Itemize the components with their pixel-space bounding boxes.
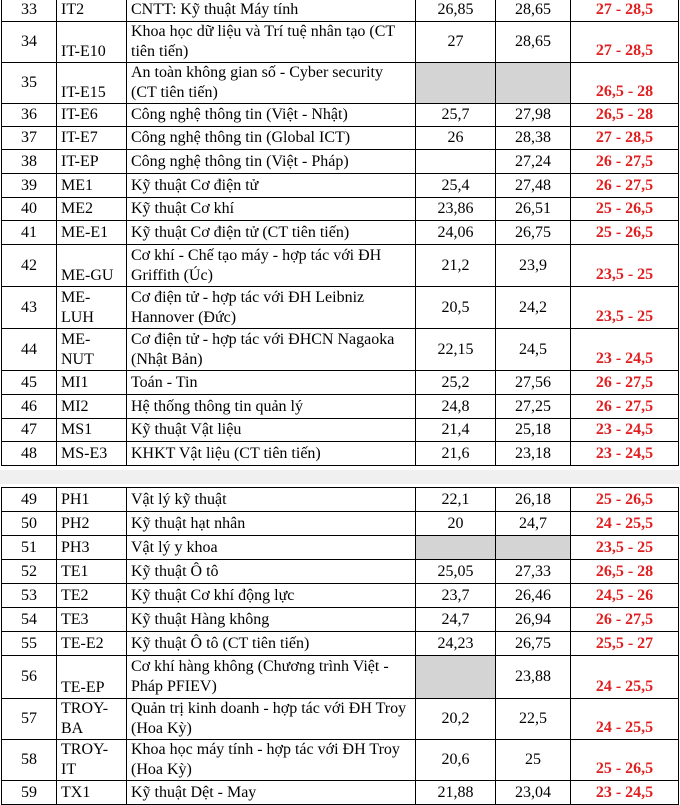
score-2: 23,9	[496, 245, 571, 287]
table-row	[2, 198, 679, 221]
score-range: 26,5 - 28	[571, 63, 679, 104]
program-name: Kỹ thuật Vật liệu	[127, 419, 416, 442]
table-row	[2, 287, 679, 329]
row-number: 54	[2, 608, 57, 632]
table-row	[2, 419, 679, 442]
program-code: MI2	[57, 395, 127, 419]
page-gap	[0, 470, 680, 484]
program-code: TROY-BA	[57, 699, 127, 740]
row-number: 44	[2, 329, 57, 371]
program-name: An toàn không gian số - Cyber security (CT tiên tiến)	[127, 63, 416, 104]
row-number: 35	[2, 63, 57, 104]
score-range: 23 - 24,5	[571, 329, 679, 371]
program-name: Kỹ thuật Cơ khí	[127, 198, 416, 221]
program-code: ME-GU	[57, 245, 127, 287]
score-2: 26,51	[496, 198, 571, 221]
table-row	[2, 699, 679, 740]
score-1: 25,2	[416, 371, 496, 395]
program-name: Kỹ thuật Ô tô	[127, 560, 416, 584]
score-2: 27,24	[496, 150, 571, 174]
program-name: Kỹ thuật hạt nhân	[127, 512, 416, 536]
score-range: 25 - 26,5	[571, 488, 679, 512]
score-2: 28,38	[496, 127, 571, 150]
score-2: 25	[496, 740, 571, 781]
program-code: ME1	[57, 174, 127, 198]
program-code: PH3	[57, 536, 127, 560]
score-2: 28,65	[496, 0, 571, 22]
program-name: CNTT: Kỹ thuật Máy tính	[127, 0, 416, 22]
score-1: 23,7	[416, 584, 496, 608]
table-row	[2, 0, 679, 22]
program-code: TE-EP	[57, 656, 127, 699]
program-code: ME-LUH	[57, 287, 127, 329]
score-2: 24,2	[496, 287, 571, 329]
program-code: ME-E1	[57, 221, 127, 245]
program-code: MI1	[57, 371, 127, 395]
program-name: Kỹ thuật Cơ điện tử	[127, 174, 416, 198]
score-2: 28,65	[496, 22, 571, 63]
program-code: ME-NUT	[57, 329, 127, 371]
score-2: 22,5	[496, 699, 571, 740]
program-name: Kỹ thuật Cơ khí động lực	[127, 584, 416, 608]
score-range: 25 - 26,5	[571, 221, 679, 245]
program-name: Vật lý kỹ thuật	[127, 488, 416, 512]
program-name: Cơ khí - Chế tạo máy - hợp tác với ĐH Griffith (Úc)	[127, 245, 416, 287]
admission-table-part-1	[1, 0, 679, 466]
table-row	[2, 150, 679, 174]
program-name: Kỹ thuật Dệt - May	[127, 781, 416, 805]
score-1: 25,4	[416, 174, 496, 198]
table-row	[2, 740, 679, 781]
score-1	[416, 150, 496, 174]
table-row	[2, 560, 679, 584]
row-number: 33	[2, 0, 57, 22]
table-row	[2, 174, 679, 198]
table-row	[2, 442, 679, 466]
score-range: 23,5 - 25	[571, 536, 679, 560]
program-code: IT-E15	[57, 63, 127, 104]
program-name: Cơ điện tử - hợp tác với ĐHCN Nagaoka (Nhật Bản)	[127, 329, 416, 371]
score-range: 24 - 25,5	[571, 699, 679, 740]
score-1: 24,23	[416, 632, 496, 656]
row-number: 53	[2, 584, 57, 608]
program-name: Công nghệ thông tin (Global ICT)	[127, 127, 416, 150]
table-row	[2, 221, 679, 245]
program-code: TE1	[57, 560, 127, 584]
row-number: 42	[2, 245, 57, 287]
score-range: 26 - 27,5	[571, 174, 679, 198]
program-code: MS1	[57, 419, 127, 442]
score-2: 26,18	[496, 488, 571, 512]
program-name: Cơ điện tử - hợp tác với ĐH Leibniz Hannover (Đức)	[127, 287, 416, 329]
table-row	[2, 608, 679, 632]
score-range: 26 - 27,5	[571, 150, 679, 174]
row-number: 43	[2, 287, 57, 329]
score-1	[416, 536, 496, 560]
score-2	[496, 63, 571, 104]
row-number: 52	[2, 560, 57, 584]
table-row	[2, 127, 679, 150]
table-row	[2, 63, 679, 104]
program-code: IT-EP	[57, 150, 127, 174]
score-range: 26 - 27,5	[571, 608, 679, 632]
table-row	[2, 245, 679, 287]
program-code: TE2	[57, 584, 127, 608]
table-row	[2, 22, 679, 63]
score-1: 21,4	[416, 419, 496, 442]
program-name: Vật lý y khoa	[127, 536, 416, 560]
program-code: TROY-IT	[57, 740, 127, 781]
score-2: 27,33	[496, 560, 571, 584]
table-body-part-2	[2, 488, 679, 805]
score-2	[496, 536, 571, 560]
score-2: 23,88	[496, 656, 571, 699]
score-1: 26	[416, 127, 496, 150]
score-1: 24,8	[416, 395, 496, 419]
score-1: 25,05	[416, 560, 496, 584]
score-1: 24,7	[416, 608, 496, 632]
admission-table-part-2	[1, 487, 679, 805]
score-range: 26,5 - 28	[571, 560, 679, 584]
score-1: 21,6	[416, 442, 496, 466]
program-name: Hệ thống thông tin quản lý	[127, 395, 416, 419]
program-code: TE-E2	[57, 632, 127, 656]
score-1: 23,86	[416, 198, 496, 221]
table-row	[2, 104, 679, 127]
row-number: 36	[2, 104, 57, 127]
table-row	[2, 488, 679, 512]
row-number: 50	[2, 512, 57, 536]
score-range: 25 - 26,5	[571, 198, 679, 221]
score-2: 26,75	[496, 221, 571, 245]
program-name: Khoa học máy tính - hợp tác với ĐH Troy (Hoa Kỳ)	[127, 740, 416, 781]
program-name: Toán - Tin	[127, 371, 416, 395]
score-2: 26,46	[496, 584, 571, 608]
score-2: 27,48	[496, 174, 571, 198]
score-1: 22,1	[416, 488, 496, 512]
score-2: 24,7	[496, 512, 571, 536]
score-1: 26,85	[416, 0, 496, 22]
score-1: 20,2	[416, 699, 496, 740]
score-range: 24,5 - 26	[571, 584, 679, 608]
score-1: 20,5	[416, 287, 496, 329]
program-name: Kỹ thuật Ô tô (CT tiên tiến)	[127, 632, 416, 656]
row-number: 57	[2, 699, 57, 740]
table-row	[2, 584, 679, 608]
table-row	[2, 329, 679, 371]
program-code: MS-E3	[57, 442, 127, 466]
score-range: 27 - 28,5	[571, 22, 679, 63]
score-range: 26,5 - 28	[571, 104, 679, 127]
score-1: 24,06	[416, 221, 496, 245]
score-2: 27,98	[496, 104, 571, 127]
score-range: 23 - 24,5	[571, 419, 679, 442]
score-2: 26,75	[496, 632, 571, 656]
score-2: 23,04	[496, 781, 571, 805]
row-number: 40	[2, 198, 57, 221]
program-name: Quản trị kinh doanh - hợp tác với ĐH Troy (Hoa Kỳ)	[127, 699, 416, 740]
score-range: 27 - 28,5	[571, 127, 679, 150]
score-range: 23 - 24,5	[571, 781, 679, 805]
score-2: 23,18	[496, 442, 571, 466]
score-range: 24 - 25,5	[571, 656, 679, 699]
score-range: 23,5 - 25	[571, 287, 679, 329]
row-number: 56	[2, 656, 57, 699]
score-range: 24 - 25,5	[571, 512, 679, 536]
row-number: 37	[2, 127, 57, 150]
table-row	[2, 371, 679, 395]
score-range: 26 - 27,5	[571, 395, 679, 419]
program-name: Kỹ thuật Hàng không	[127, 608, 416, 632]
program-code: TE3	[57, 608, 127, 632]
row-number: 58	[2, 740, 57, 781]
program-code: IT-E7	[57, 127, 127, 150]
table-body-part-1	[2, 0, 679, 466]
score-2: 26,94	[496, 608, 571, 632]
score-1: 25,7	[416, 104, 496, 127]
row-number: 34	[2, 22, 57, 63]
program-code: TX1	[57, 781, 127, 805]
score-range: 26 - 27,5	[571, 371, 679, 395]
row-number: 48	[2, 442, 57, 466]
program-name: KHKT Vật liệu (CT tiên tiến)	[127, 442, 416, 466]
score-1	[416, 656, 496, 699]
row-number: 59	[2, 781, 57, 805]
score-1	[416, 63, 496, 104]
program-code: PH2	[57, 512, 127, 536]
table-row	[2, 536, 679, 560]
score-1: 21,2	[416, 245, 496, 287]
program-name: Kỹ thuật Cơ điện tử (CT tiên tiến)	[127, 221, 416, 245]
score-1: 21,88	[416, 781, 496, 805]
program-code: ME2	[57, 198, 127, 221]
row-number: 55	[2, 632, 57, 656]
program-code: IT-E6	[57, 104, 127, 127]
score-1: 27	[416, 22, 496, 63]
score-2: 25,18	[496, 419, 571, 442]
row-number: 39	[2, 174, 57, 198]
row-number: 49	[2, 488, 57, 512]
score-2: 24,5	[496, 329, 571, 371]
row-number: 41	[2, 221, 57, 245]
table-row	[2, 781, 679, 805]
score-range: 23 - 24,5	[571, 442, 679, 466]
program-name: Khoa học dữ liệu và Trí tuệ nhân tạo (CT tiên tiến)	[127, 22, 416, 63]
program-code: IT-E10	[57, 22, 127, 63]
program-name: Công nghệ thông tin (Việt - Pháp)	[127, 150, 416, 174]
table-row	[2, 395, 679, 419]
table-row	[2, 632, 679, 656]
table-row	[2, 656, 679, 699]
program-code: PH1	[57, 488, 127, 512]
table-row	[2, 512, 679, 536]
row-number: 51	[2, 536, 57, 560]
row-number: 46	[2, 395, 57, 419]
program-code: IT2	[57, 0, 127, 22]
score-2: 27,56	[496, 371, 571, 395]
score-2: 27,25	[496, 395, 571, 419]
score-range: 23,5 - 25	[571, 245, 679, 287]
row-number: 47	[2, 419, 57, 442]
score-range: 25,5 - 27	[571, 632, 679, 656]
score-range: 27 - 28,5	[571, 0, 679, 22]
row-number: 38	[2, 150, 57, 174]
score-1: 20,6	[416, 740, 496, 781]
score-1: 20	[416, 512, 496, 536]
score-range: 25 - 26,5	[571, 740, 679, 781]
program-name: Cơ khí hàng không (Chương trình Việt - Pháp PFIEV)	[127, 656, 416, 699]
row-number: 45	[2, 371, 57, 395]
program-name: Công nghệ thông tin (Việt - Nhật)	[127, 104, 416, 127]
score-1: 22,15	[416, 329, 496, 371]
